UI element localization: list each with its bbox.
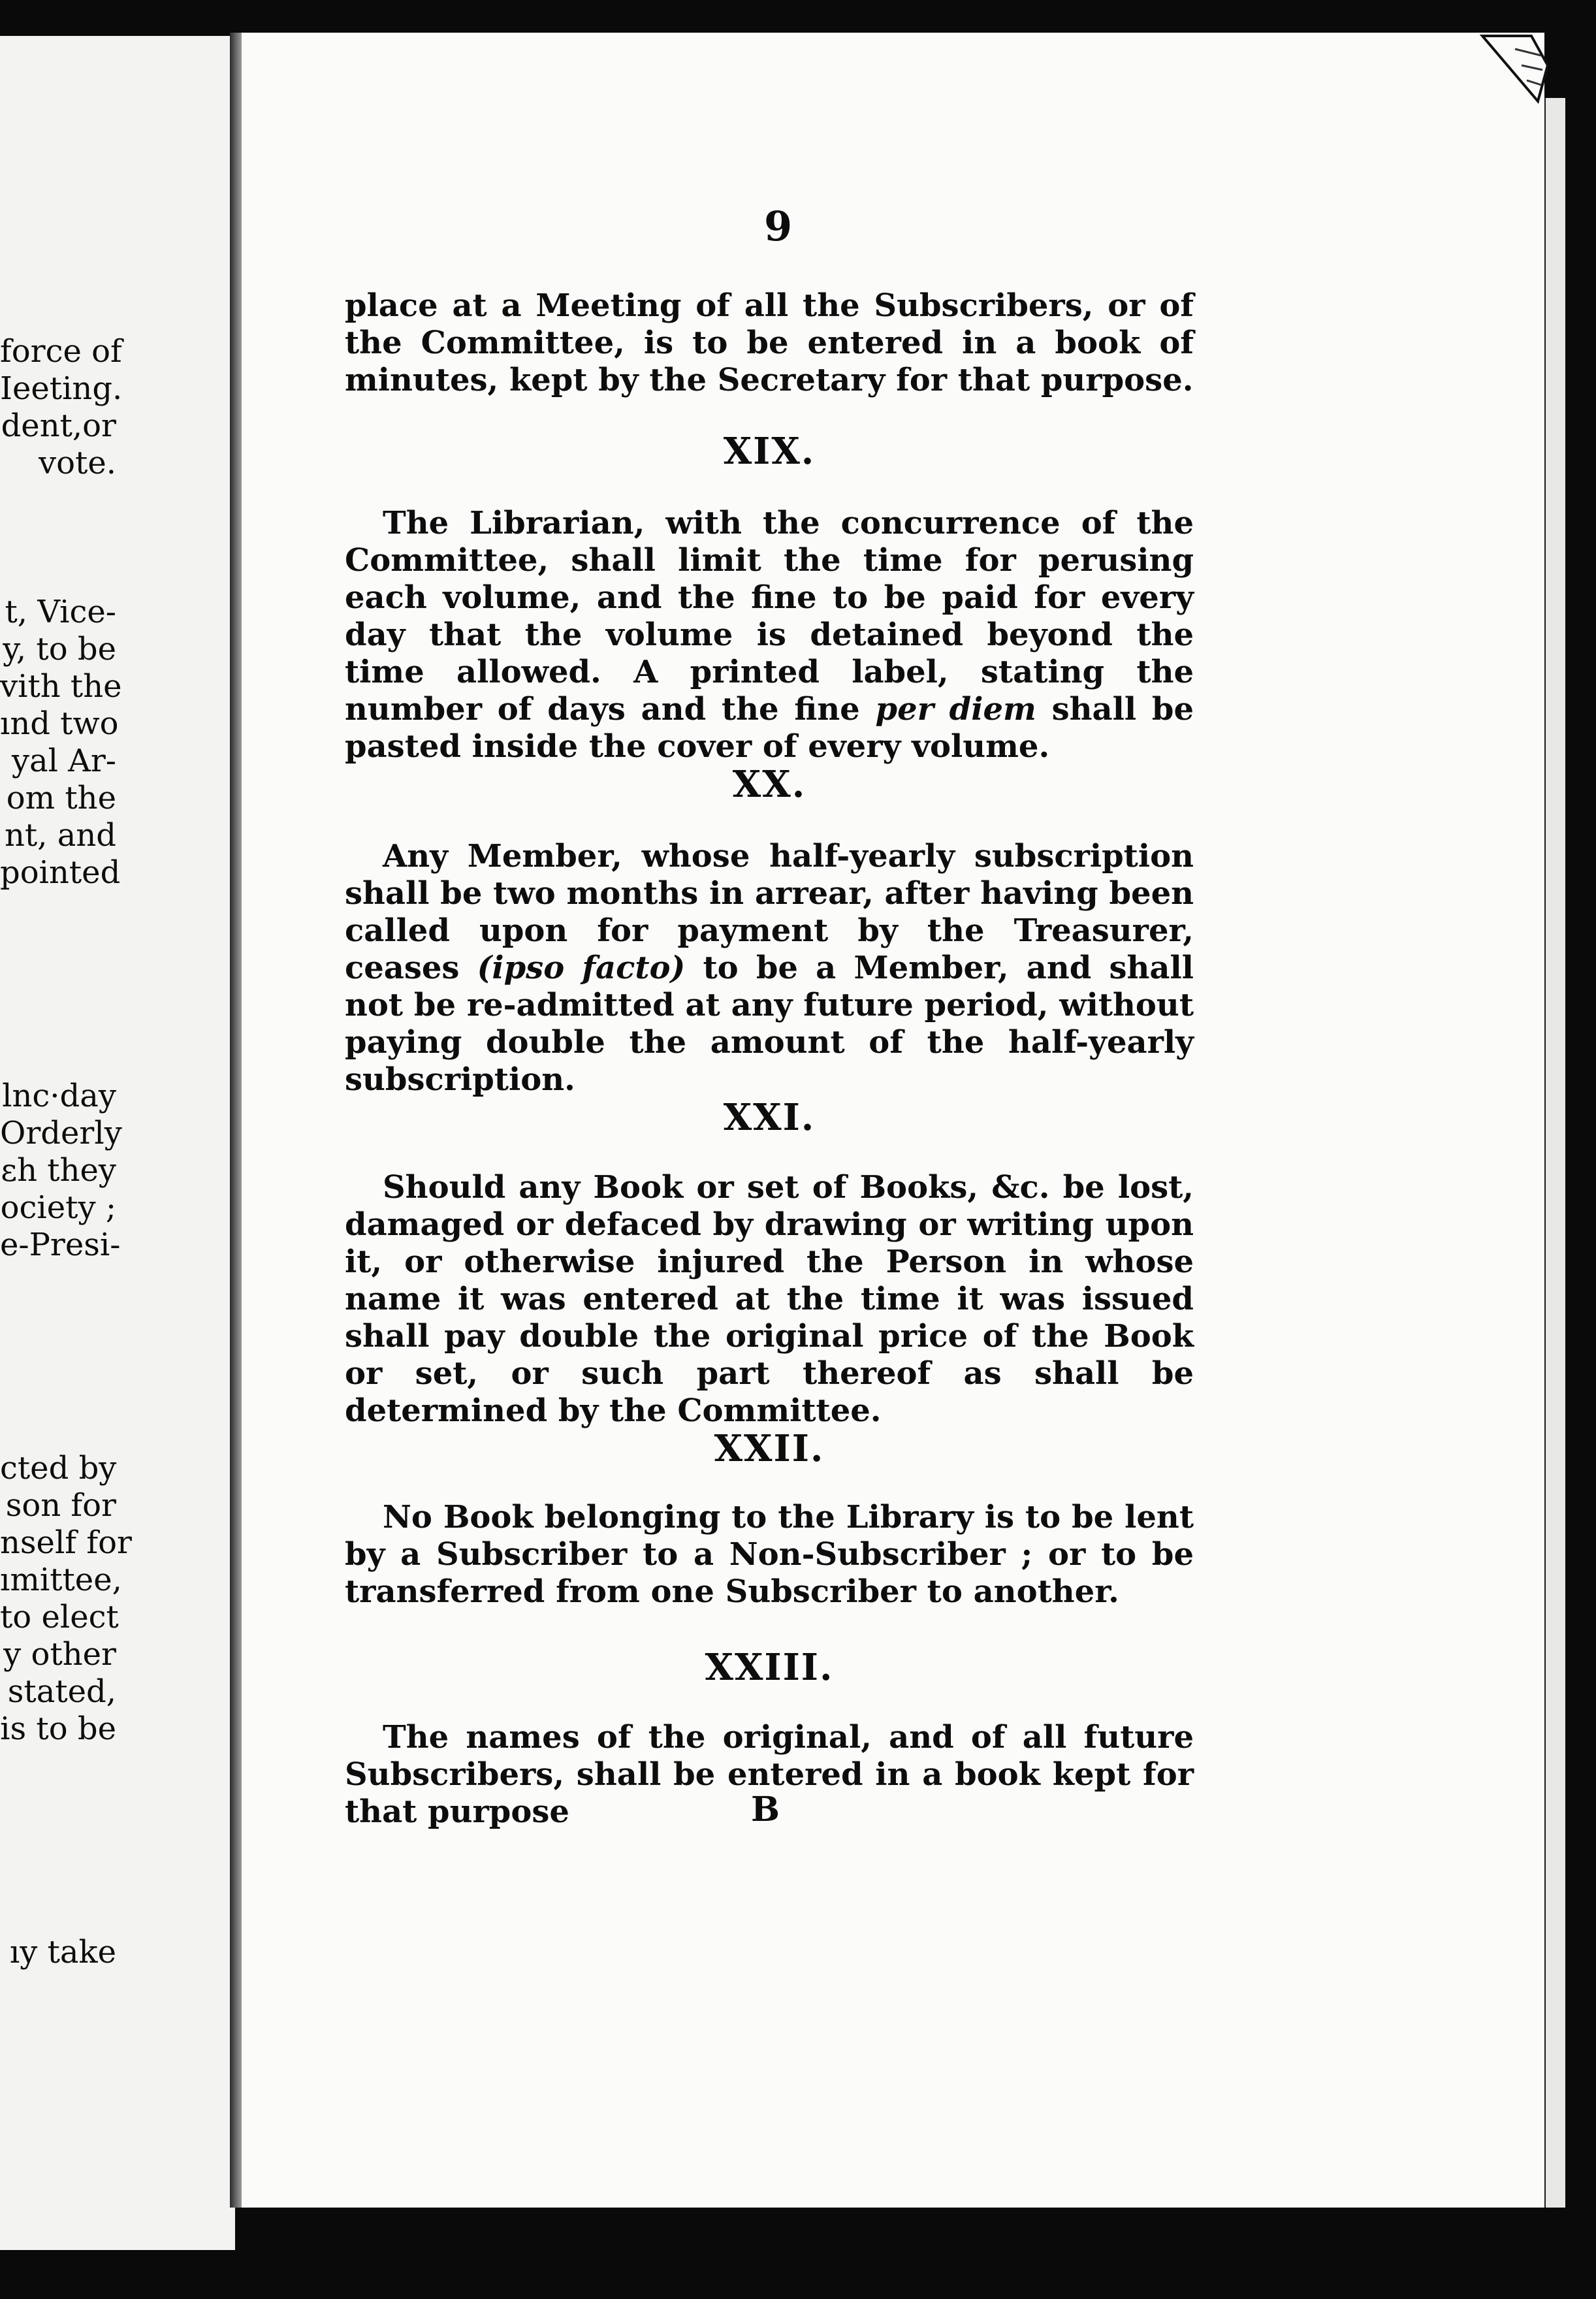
italic-phrase: per diem [875, 691, 1036, 728]
left-page-fragment-line: nt, and [5, 817, 116, 854]
left-page-fragment-line [0, 1003, 116, 1040]
paragraph: place at a Meeting of all the Subscribers, or of the Committee, is to be entered in a book of minutes, kept by the Secretary for that purpose. [345, 287, 1194, 398]
left-page-fragment-line: dent,or [1, 408, 116, 444]
left-page-fragment-line [0, 1897, 116, 1934]
left-page-fragment-line: ımittee, [0, 1562, 122, 1598]
left-page-fragment-line: y, to be [3, 631, 116, 667]
left-page-fragment-line: ociety ; [0, 1189, 116, 1226]
left-page-fragment-line: ınd two [0, 705, 119, 742]
left-page [0, 36, 235, 2250]
left-page-fragment-line [0, 1301, 116, 1338]
left-page-fragment-line: cted by [0, 1450, 117, 1487]
page-edge [1544, 98, 1565, 2208]
left-page-fragment-line: Ieeting. [0, 370, 123, 407]
section-heading-xxiii: XXIII. [705, 1646, 834, 1689]
left-page-fragment-line: t, Vice- [5, 594, 116, 630]
left-page-fragment-line [0, 1748, 116, 1785]
left-page-fragment-line [0, 1264, 116, 1301]
left-page-fragment-line: vote. [39, 445, 116, 481]
left-page-fragment-line [0, 1338, 116, 1375]
section-xx [345, 838, 1194, 1099]
section-intro [345, 287, 1194, 399]
left-page-fragment-line [0, 1375, 116, 1413]
left-page-fragment-line [0, 482, 116, 519]
dog-ear-icon [1469, 29, 1554, 108]
section-heading-xix: XIX. [723, 430, 816, 473]
section-xxii [345, 1499, 1194, 1611]
left-page-fragment-line: pointed [0, 854, 121, 891]
signature-mark: B [751, 1790, 780, 1829]
section-xix [345, 505, 1194, 765]
paragraph: Any Member, whose half-yearly subscription shall be two months in arrear, after having been called upon for payment by the Treasurer, ceases (ipso facto) to be a Member, and shall not be re-admitted at any future period, without paying double the amount of the half-yearly subscription. [345, 838, 1194, 1098]
section-heading-xxi: XXI. [723, 1096, 816, 1139]
left-page-fragment-line: stated, [7, 1673, 116, 1710]
left-page-fragment-line [0, 1040, 116, 1078]
left-page-fragment-line: om the [6, 780, 116, 816]
left-page-fragment-line [0, 1859, 116, 1897]
paragraph: Should any Book or set of Books, &c. be lost, damaged or defaced by drawing or writing upon it, or otherwise injured the Person in whose name it was entered at the time it was issued shall pay double the original price of the Book or set, or such part thereof as shall be determined by the Committee. [345, 1169, 1194, 1429]
left-page-fragment-line: ıy take [9, 1934, 116, 1970]
section-heading-xx: XX. [732, 763, 806, 806]
left-page-fragment-line: yal Ar- [11, 743, 116, 779]
left-page-fragment-line [0, 1785, 116, 1822]
section-heading-xxii: XXII. [714, 1427, 825, 1470]
book-spine [230, 33, 242, 2208]
paragraph: The names of the original, and of all future Subscribers, shall be entered in a book kept for that purpose [345, 1719, 1194, 1830]
left-page-fragment-line [0, 929, 116, 966]
paragraph: No Book belonging to the Library is to be lent by a Subscriber to a Non-Subscriber ; or to be transferred from one Subscriber to another. [345, 1499, 1194, 1610]
left-page-fragment-line [0, 892, 116, 929]
left-page-fragment-line: nself for [0, 1524, 132, 1561]
left-page-fragment-line [0, 556, 116, 594]
paragraph: The Librarian, with the concurrence of the Committee, shall limit the time for perusing each volume, and the fine to be paid for every day that the volume is detained beyond the time allowed. A printed label, stating the number of days and the fine per diem shall be pasted inside the cover of every volume. [345, 505, 1194, 765]
left-page-fragment-line: son for [5, 1487, 116, 1524]
left-page-fragment-line [0, 519, 116, 556]
italic-phrase: (ipso facto) [477, 950, 686, 986]
left-page-fragment-line: ɛh they [1, 1152, 116, 1189]
left-page-fragment-line [0, 1822, 116, 1859]
page-number: 9 [764, 202, 793, 250]
left-page-fragment-line [0, 1413, 116, 1450]
left-page-fragment-line: to elect [0, 1599, 119, 1635]
left-page-fragment-line: e-Presi- [0, 1227, 121, 1263]
left-page-fragment-line: y other [3, 1636, 116, 1673]
left-page-fragment-line: Orderly [0, 1115, 122, 1151]
left-page-fragment-line: vith the [0, 668, 122, 705]
left-page-fragments [0, 333, 132, 1971]
left-page-fragment-line: lnc·day [2, 1078, 116, 1114]
left-page-fragment-line: is to be [0, 1711, 116, 1747]
section-xxi [345, 1169, 1194, 1430]
left-page-fragment-line: force of [0, 333, 122, 370]
left-page-fragment-line [0, 966, 116, 1003]
